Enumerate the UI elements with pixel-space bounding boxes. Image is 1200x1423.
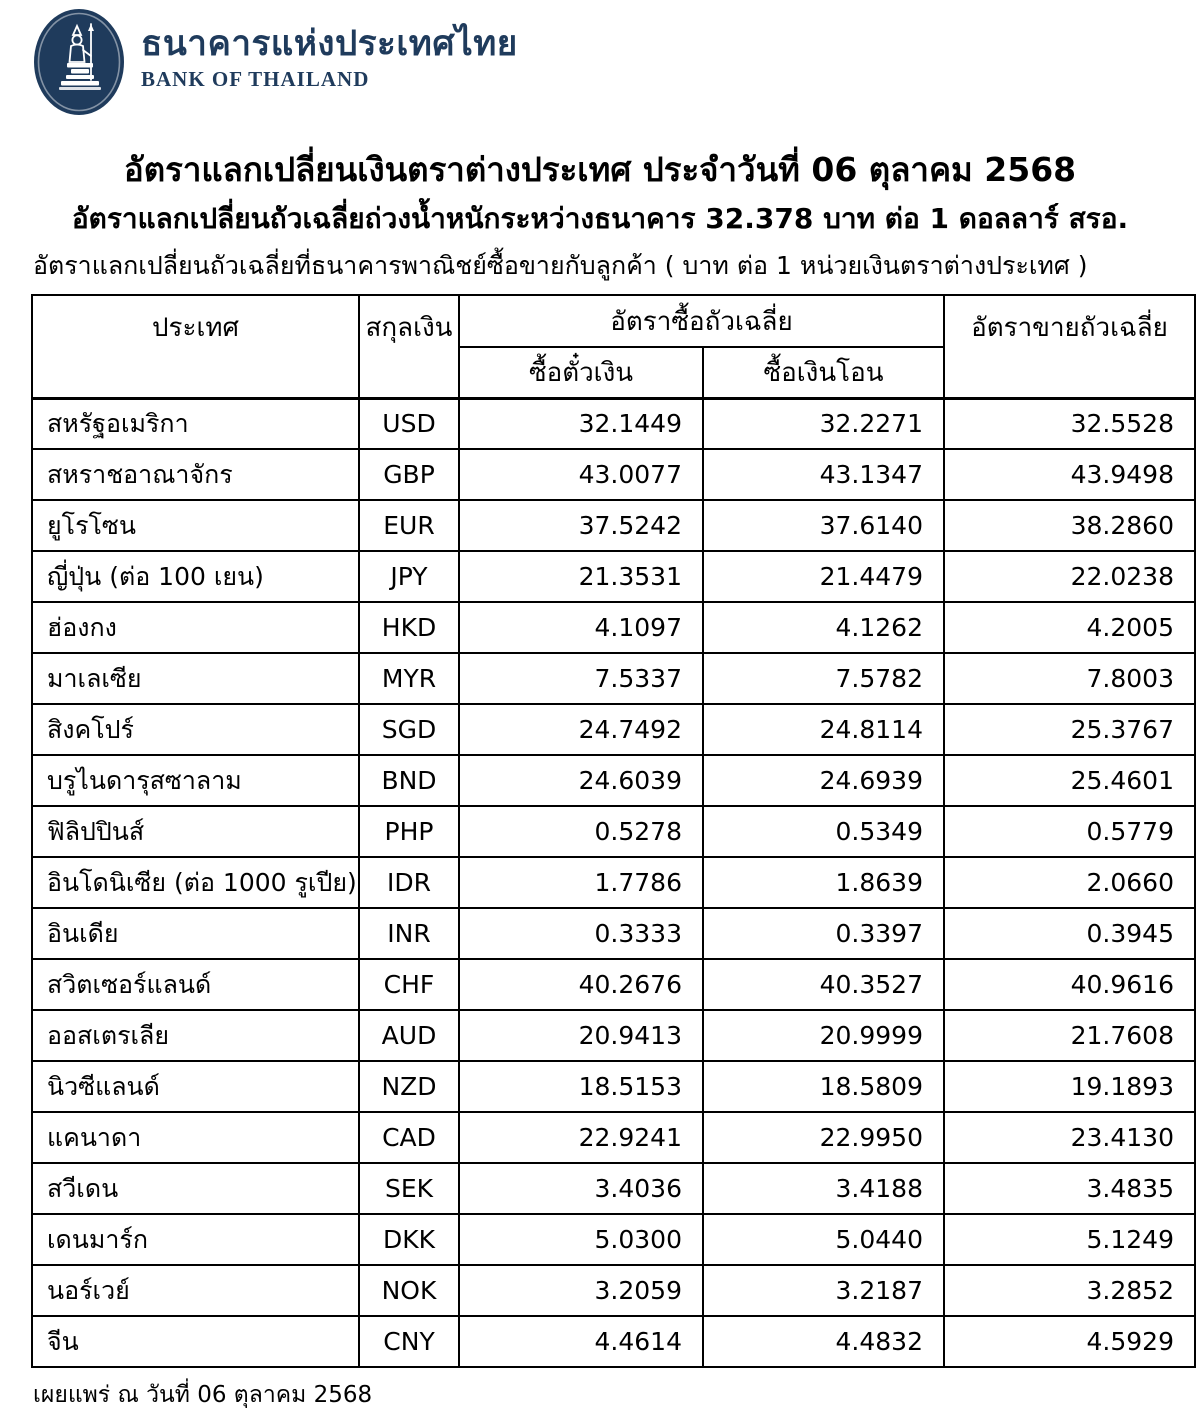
currency-code-cell: PHP <box>359 806 459 857</box>
buy-bill-cell: 21.3531 <box>459 551 703 602</box>
sell-cell: 23.4130 <box>944 1112 1195 1163</box>
currency-code-cell: IDR <box>359 857 459 908</box>
sell-cell: 32.5528 <box>944 398 1195 449</box>
currency-code-cell: EUR <box>359 500 459 551</box>
country-cell: จีน <box>32 1316 359 1367</box>
buy-bill-cell: 4.1097 <box>459 602 703 653</box>
buy-bill-cell: 3.4036 <box>459 1163 703 1214</box>
table-row <box>32 704 1195 755</box>
header-buy-group: อัตราซื้อถัวเฉลี่ย <box>459 295 944 347</box>
country-cell: ฟิลิปปินส์ <box>32 806 359 857</box>
sell-cell: 38.2860 <box>944 500 1195 551</box>
buy-transfer-cell: 0.5349 <box>703 806 944 857</box>
rates-tbody <box>32 398 1195 1367</box>
country-cell: เดนมาร์ก <box>32 1214 359 1265</box>
table-row <box>32 1214 1195 1265</box>
header-currency: สกุลเงิน <box>359 295 459 398</box>
table-row <box>32 1010 1195 1061</box>
currency-code-cell: NOK <box>359 1265 459 1316</box>
table-row <box>32 908 1195 959</box>
buy-transfer-cell: 4.4832 <box>703 1316 944 1367</box>
currency-code-cell: CAD <box>359 1112 459 1163</box>
table-row <box>32 1265 1195 1316</box>
buy-bill-cell: 32.1449 <box>459 398 703 449</box>
table-row <box>32 1163 1195 1214</box>
buy-transfer-cell: 5.0440 <box>703 1214 944 1265</box>
currency-code-cell: USD <box>359 398 459 449</box>
sell-cell: 4.2005 <box>944 602 1195 653</box>
sell-cell: 0.3945 <box>944 908 1195 959</box>
sell-cell: 4.5929 <box>944 1316 1195 1367</box>
buy-transfer-cell: 18.5809 <box>703 1061 944 1112</box>
buy-transfer-cell: 3.4188 <box>703 1163 944 1214</box>
table-row <box>32 959 1195 1010</box>
sell-cell: 25.3767 <box>944 704 1195 755</box>
buy-bill-cell: 4.4614 <box>459 1316 703 1367</box>
table-row <box>32 1316 1195 1367</box>
buy-bill-cell: 20.9413 <box>459 1010 703 1061</box>
buy-transfer-cell: 21.4479 <box>703 551 944 602</box>
buy-transfer-cell: 7.5782 <box>703 653 944 704</box>
exchange-rates-table <box>31 294 1196 1368</box>
sell-cell: 3.2852 <box>944 1265 1195 1316</box>
buy-transfer-cell: 0.3397 <box>703 908 944 959</box>
buy-bill-cell: 1.7786 <box>459 857 703 908</box>
currency-code-cell: NZD <box>359 1061 459 1112</box>
currency-code-cell: JPY <box>359 551 459 602</box>
buy-transfer-cell: 20.9999 <box>703 1010 944 1061</box>
brand-text <box>141 8 518 92</box>
currency-code-cell: BND <box>359 755 459 806</box>
buy-transfer-cell: 4.1262 <box>703 602 944 653</box>
brand-header <box>33 8 1200 124</box>
table-row <box>32 1112 1195 1163</box>
buy-bill-cell: 43.0077 <box>459 449 703 500</box>
currency-code-cell: MYR <box>359 653 459 704</box>
country-cell: ฮ่องกง <box>32 602 359 653</box>
buy-transfer-cell: 3.2187 <box>703 1265 944 1316</box>
bank-name-english: BANK OF THAILAND <box>141 66 370 91</box>
buy-bill-cell: 24.6039 <box>459 755 703 806</box>
buy-bill-cell: 37.5242 <box>459 500 703 551</box>
country-cell: สหรัฐอเมริกา <box>32 398 359 449</box>
buy-bill-cell: 18.5153 <box>459 1061 703 1112</box>
published-date: เผยแพร่ ณ วันที่ 06 ตุลาคม 2568 <box>33 1382 373 1409</box>
currency-code-cell: GBP <box>359 449 459 500</box>
page-subtitle: อัตราแลกเปลี่ยนถัวเฉลี่ยถ่วงน้ำหนักระหว่างธนาคาร 32.378 บาท ต่อ 1 ดอลลาร์ สรอ. <box>71 201 1129 235</box>
currency-code-cell: CNY <box>359 1316 459 1367</box>
sell-cell: 21.7608 <box>944 1010 1195 1061</box>
country-cell: ยูโรโซน <box>32 500 359 551</box>
buy-bill-cell: 24.7492 <box>459 704 703 755</box>
buy-transfer-cell: 40.3527 <box>703 959 944 1010</box>
sell-cell: 22.0238 <box>944 551 1195 602</box>
page-note: อัตราแลกเปลี่ยนถัวเฉลี่ยที่ธนาคารพาณิชย์ซื้อขายกับลูกค้า ( บาท ต่อ 1 หน่วยเงินตราต่างประเทศ ) <box>33 251 1088 281</box>
header-country: ประเทศ <box>32 295 359 398</box>
buy-bill-cell: 22.9241 <box>459 1112 703 1163</box>
buy-transfer-cell: 22.9950 <box>703 1112 944 1163</box>
country-cell: นิวซีแลนด์ <box>32 1061 359 1112</box>
currency-code-cell: SGD <box>359 704 459 755</box>
currency-code-cell: CHF <box>359 959 459 1010</box>
country-cell: ออสเตรเลีย <box>32 1010 359 1061</box>
sell-cell: 3.4835 <box>944 1163 1195 1214</box>
header-buy-transfer: ซื้อเงินโอน <box>703 347 944 398</box>
header-buy-bill: ซื้อตั๋วเงิน <box>459 347 703 398</box>
sell-cell: 5.1249 <box>944 1214 1195 1265</box>
country-cell: สวิตเซอร์แลนด์ <box>32 959 359 1010</box>
bank-name-thai: ธนาคารแห่งประเทศไทย <box>141 24 518 64</box>
currency-code-cell: HKD <box>359 602 459 653</box>
buy-transfer-cell: 24.6939 <box>703 755 944 806</box>
buy-bill-cell: 0.5278 <box>459 806 703 857</box>
country-cell: สวีเดน <box>32 1163 359 1214</box>
table-row <box>32 500 1195 551</box>
buy-transfer-cell: 37.6140 <box>703 500 944 551</box>
country-cell: อินโดนิเซีย (ต่อ 1000 รูเปีย) <box>32 857 359 908</box>
buy-bill-cell: 0.3333 <box>459 908 703 959</box>
currency-code-cell: INR <box>359 908 459 959</box>
buy-transfer-cell: 32.2271 <box>703 398 944 449</box>
buy-bill-cell: 40.2676 <box>459 959 703 1010</box>
table-row <box>32 449 1195 500</box>
buy-bill-cell: 5.0300 <box>459 1214 703 1265</box>
table-row <box>32 857 1195 908</box>
table-row <box>32 755 1195 806</box>
table-row <box>32 551 1195 602</box>
sell-cell: 40.9616 <box>944 959 1195 1010</box>
sell-cell: 43.9498 <box>944 449 1195 500</box>
table-row <box>32 602 1195 653</box>
table-row <box>32 1061 1195 1112</box>
currency-code-cell: AUD <box>359 1010 459 1061</box>
table-row <box>32 653 1195 704</box>
country-cell: อินเดีย <box>32 908 359 959</box>
country-cell: สหราชอาณาจักร <box>32 449 359 500</box>
sell-cell: 19.1893 <box>944 1061 1195 1112</box>
currency-code-cell: SEK <box>359 1163 459 1214</box>
country-cell: แคนาดา <box>32 1112 359 1163</box>
buy-transfer-cell: 1.8639 <box>703 857 944 908</box>
sell-cell: 0.5779 <box>944 806 1195 857</box>
buy-bill-cell: 3.2059 <box>459 1265 703 1316</box>
header-sell: อัตราขายถัวเฉลี่ย <box>944 295 1195 398</box>
country-cell: ญี่ปุ่น (ต่อ 100 เยน) <box>32 551 359 602</box>
bot-logo-icon <box>33 8 125 116</box>
country-cell: นอร์เวย์ <box>32 1265 359 1316</box>
sell-cell: 25.4601 <box>944 755 1195 806</box>
country-cell: บรูไนดารุสซาลาม <box>32 755 359 806</box>
page-title: อัตราแลกเปลี่ยนเงินตราต่างประเทศ ประจำวันที่ 06 ตุลาคม 2568 <box>123 150 1077 189</box>
buy-transfer-cell: 24.8114 <box>703 704 944 755</box>
buy-transfer-cell: 43.1347 <box>703 449 944 500</box>
table-row <box>32 398 1195 449</box>
buy-bill-cell: 7.5337 <box>459 653 703 704</box>
currency-code-cell: DKK <box>359 1214 459 1265</box>
table-row <box>32 806 1195 857</box>
sell-cell: 2.0660 <box>944 857 1195 908</box>
sell-cell: 7.8003 <box>944 653 1195 704</box>
country-cell: สิงคโปร์ <box>32 704 359 755</box>
country-cell: มาเลเซีย <box>32 653 359 704</box>
